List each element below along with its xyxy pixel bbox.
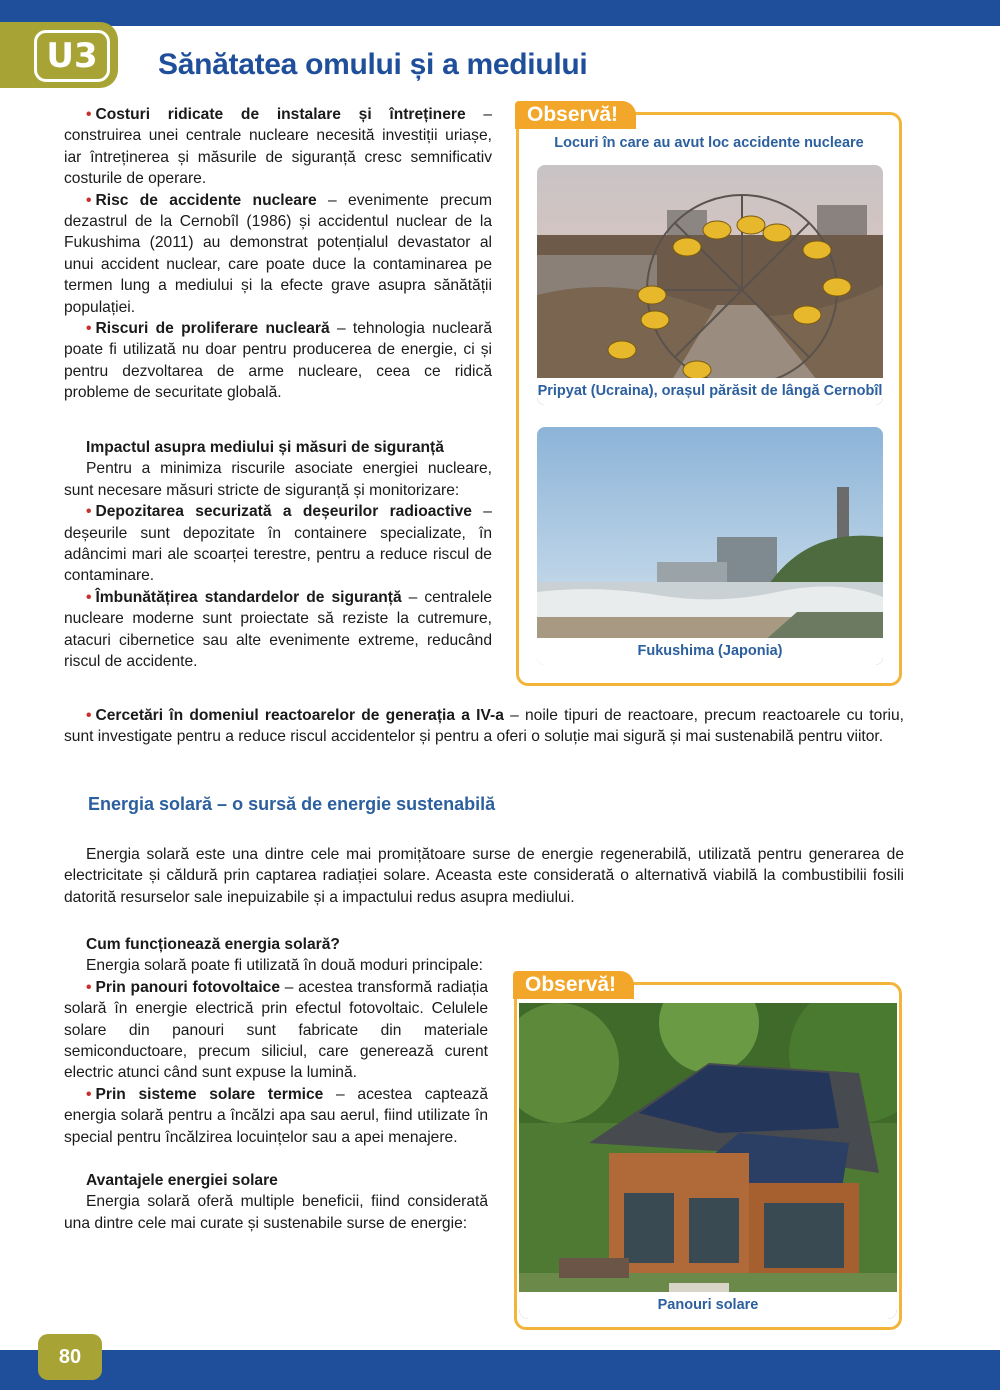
observe-tag: Observă! xyxy=(515,101,636,129)
how-heading: Cum funcționează energia solară? xyxy=(86,936,340,953)
observe-box-nuclear xyxy=(516,103,902,686)
solar-house-photo xyxy=(519,1003,897,1319)
measure-3-title: Cercetări în domeniul reactoarelor de generația a IV-a xyxy=(95,707,504,724)
bottom-bar xyxy=(0,1350,1000,1390)
page-number: 80 xyxy=(38,1334,102,1380)
solar-how-section xyxy=(64,934,488,1234)
mode-2-title: Prin sisteme solare termice xyxy=(95,1085,324,1103)
solar-panel-house-image xyxy=(519,1003,897,1319)
measure-3-text: – noile tipuri de reactoare, precum reactoarele cu toriu, sunt investigate pentru a reduce riscul accidentelor și pentru a oferi o soluție mai sigură și mai sustenabilă pentru viitor. xyxy=(64,707,904,746)
measure-1-text: – deșeurile sunt depozitate în containere specializate, în adâncimi mari ale scoarței terestre, pentru a reduce riscul de contaminare. xyxy=(64,503,492,585)
risk-1-text: – construirea unei centrale nucleare necesită investiții uriașe, iar întreținerea și măsurile de siguranță cresc semnificativ costurile de operare. xyxy=(64,106,492,188)
mode-1-text: – acestea transformă radiația solară în energie electrică prin efectul fotovoltaic. Celulele solare din panouri sunt fabricate din materiale semiconductoare, precum siliciul, care generează curent electric atunci când sunt expuse la lumină. xyxy=(64,978,488,1082)
top-bar xyxy=(0,0,1000,26)
solar-intro-text: Energia solară este una dintre cele mai promițătoare surse de energie regenerabilă, utilizată pentru generarea de electricitate și căldură prin captarea radiației solare. Aceasta este considerată o alternativă viabilă la combustibilii fosili datorită resurselor sale inepuizabile și a impactului redus asupra mediului. xyxy=(64,846,904,906)
risk-1-title: Costuri ridicate de instalare și întreținere xyxy=(95,106,466,123)
fukushima-coast-image xyxy=(537,427,883,665)
measure-3 xyxy=(64,705,904,748)
how-intro: Energia solară poate fi utilizată în două moduri principale: xyxy=(86,957,484,975)
advantages-intro: Energia solară oferă multiple beneficii, fiind considerată una dintre cele mai curate și sustenabile surse de energie: xyxy=(64,1193,488,1232)
page-title: Sănătatea omului și a mediului xyxy=(158,48,588,81)
risk-2-title: Risc de accidente nucleare xyxy=(95,191,317,209)
risk-2-text: – evenimente precum dezastrul de la Cernobîl (1986) și accidentul nuclear de la Fukushima (2011) au demonstrat potențialul devastator al unui accident nuclear, care poate duce la contaminarea pe termen lung a mediului și la efecte grave asupra sănătății populației. xyxy=(64,191,492,316)
impact-section xyxy=(64,437,492,672)
mode-1-title: Prin panouri fotovoltaice xyxy=(95,978,280,996)
measure-1-title: Depozitarea securizată a deșeurilor radioactive xyxy=(95,503,472,521)
nuclear-risks-text xyxy=(64,104,492,404)
observe-tag: Observă! xyxy=(513,971,634,999)
risk-3-title: Riscuri de proliferare nucleară xyxy=(95,320,330,338)
observe-subtitle: Locuri în care au avut loc accidente nucleare xyxy=(554,135,864,151)
risk-3-text: – tehnologia nucleară poate fi utilizată nu doar pentru producerea de energie, ci și pentru dezvoltarea de arme nucleare, ceea ce ridică probleme de securitate globală. xyxy=(64,320,492,402)
pripyat-ferris-wheel-image xyxy=(537,165,883,405)
pripyat-photo xyxy=(537,165,883,405)
solar-section-heading: Energia solară – o sursă de energie sustenabilă xyxy=(88,794,496,814)
impact-heading: Impactul asupra mediului și măsuri de siguranță xyxy=(86,439,444,456)
solar-intro xyxy=(64,844,904,908)
mode-2-text: – acestea captează energia solară pentru a încălzi apa sau aerul, fiind utilizate în special pentru încălzirea locuințelor sau a apei menajere. xyxy=(64,1085,488,1146)
impact-intro: Pentru a minimiza riscurile asociate energiei nucleare, sunt necesare măsuri stricte de siguranță și monitorizare: xyxy=(64,460,492,499)
unit-badge: U3 xyxy=(34,30,110,82)
measure-2-title: Îmbunătățirea standardelor de siguranță xyxy=(95,588,402,606)
fukushima-photo xyxy=(537,427,883,665)
solar-caption: Panouri solare xyxy=(519,1292,897,1319)
observe-box-solar xyxy=(514,973,902,1330)
fukushima-caption: Fukushima (Japonia) xyxy=(537,638,883,665)
measure-2-text: – centralele nucleare moderne sunt proiectate să reziste la cutremure, atacuri cibernetice sau alte evenimente extreme, reducând riscul de accidente. xyxy=(64,588,493,671)
pripyat-caption: Pripyat (Ucraina), orașul părăsit de lângă Cernobîl xyxy=(537,378,883,405)
advantages-heading: Avantajele energiei solare xyxy=(86,1172,278,1190)
